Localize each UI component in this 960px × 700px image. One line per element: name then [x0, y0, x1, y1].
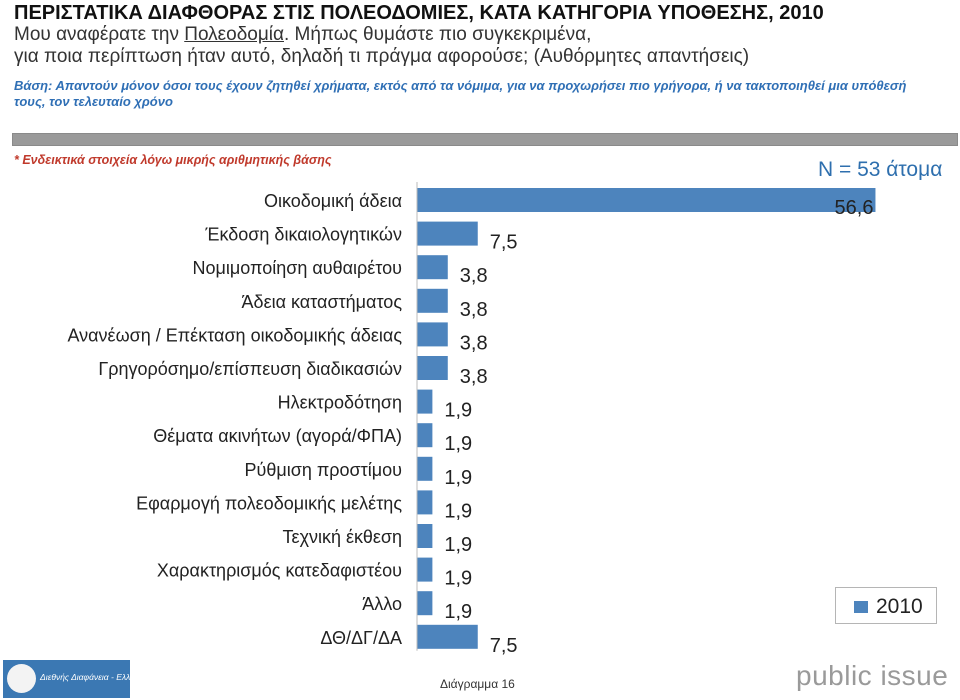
value-label: 3,8: [459, 332, 488, 355]
bar: [417, 558, 432, 582]
divider-bar: [12, 133, 958, 146]
category-label: Χαρακτηρισμός κατεδαφιστέου: [156, 560, 402, 581]
logo-text: Διεθνής Διαφάνεια - Ελλάς: [40, 672, 140, 682]
value-label: 1,9: [444, 567, 473, 590]
value-label: 7,5: [489, 634, 518, 657]
value-label: 1,9: [444, 500, 473, 523]
category-label: Θέματα ακινήτων (αγορά/ΦΠΑ): [153, 426, 402, 447]
bar: [417, 490, 432, 514]
subtitle-highlight: Πολεοδομία: [184, 24, 284, 45]
bar-chart: [0, 180, 960, 660]
chart-title: ΠΕΡΙΣΤΑΤΙΚΑ ΔΙΑΦΘΟΡΑΣ ΣΤΙΣ ΠΟΛΕΟΔΟΜΙΕΣ, ΚΑΤΑ ΚΑΤΗΓΟΡΙΑ ΥΠΟΘΕΣΗΣ, 2010: [14, 2, 824, 24]
bar: [417, 188, 875, 212]
figure-caption: Διάγραμμα 16: [440, 677, 515, 691]
basis-note: Βάση: Απαντούν μόνον όσοι τους έχουν ζητηθεί χρήματα, εκτός από τα νόμιμα, για να προχωρήσει πιο γρήγορα, ή να τακτοποιηθεί μια υπόθεσή τους, τον τελευταίο χρόνο: [14, 78, 907, 109]
title-block: [14, 2, 954, 110]
category-label: ΔΘ/ΔΓ/ΔΑ: [320, 627, 402, 648]
category-label: Εφαρμογή πολεοδομικής μελέτης: [136, 493, 402, 514]
sample-size-label: Ν = 53 άτομα: [818, 158, 943, 181]
category-label: Άλλο: [362, 594, 402, 615]
chart-subtitle-line2: για ποια περίπτωση ήταν αυτό, δηλαδή τι πράγμα αφορούσε; (Αυθόρμητες απαντήσεις): [14, 46, 750, 67]
category-label: Τεχνική έκθεση: [282, 527, 402, 547]
subtitle-prefix: Μου αναφέρατε την: [14, 24, 185, 45]
value-label: 3,8: [459, 366, 488, 388]
legend: [835, 587, 937, 624]
bar: [417, 222, 478, 246]
bar: [417, 390, 432, 414]
public-issue-logo: public issue: [796, 660, 949, 691]
bar: [417, 457, 432, 481]
value-label: 1,9: [444, 534, 473, 556]
bar: [417, 423, 432, 447]
category-label: Άδεια καταστήματος: [241, 291, 402, 312]
category-label: Ρύθμιση προστίμου: [244, 459, 402, 480]
value-label: 1,9: [444, 601, 473, 624]
value-label: 1,9: [444, 433, 473, 456]
legend-label: 2010: [876, 595, 923, 618]
bar: [417, 591, 432, 615]
value-label: 56,6: [834, 197, 874, 219]
bar: [417, 356, 448, 380]
bar: [417, 625, 478, 649]
chart-subtitle-line1: [14, 24, 954, 46]
value-label: 3,8: [459, 265, 488, 288]
value-label: 7,5: [489, 231, 518, 254]
category-label: Ηλεκτροδότηση: [277, 392, 402, 413]
small-sample-note: * Ενδεικτικά στοιχεία λόγω μικρής αριθμητικής βάσης: [14, 153, 332, 167]
value-label: 1,9: [444, 399, 473, 422]
category-label: Γρηγορόσημο/επίσπευση διαδικασιών: [98, 359, 402, 379]
value-label: 3,8: [459, 298, 488, 321]
category-label: Νομιμοποίηση αυθαιρέτου: [192, 258, 402, 279]
category-label: Οικοδομική άδεια: [263, 191, 402, 211]
category-label: Έκδοση δικαιολογητικών: [205, 224, 402, 245]
subtitle-rest: . Μήπως θυμάστε πιο συγκεκριμένα,: [284, 24, 592, 45]
bar: [417, 289, 448, 313]
transparency-logo: [3, 660, 140, 698]
globe-icon: [7, 664, 36, 693]
value-label: 1,9: [444, 466, 473, 489]
bar: [417, 255, 448, 279]
legend-swatch: [854, 601, 868, 613]
bar: [417, 322, 448, 346]
category-label: Ανανέωση / Επέκταση οικοδομικής άδειας: [67, 325, 402, 346]
bar: [417, 524, 432, 548]
